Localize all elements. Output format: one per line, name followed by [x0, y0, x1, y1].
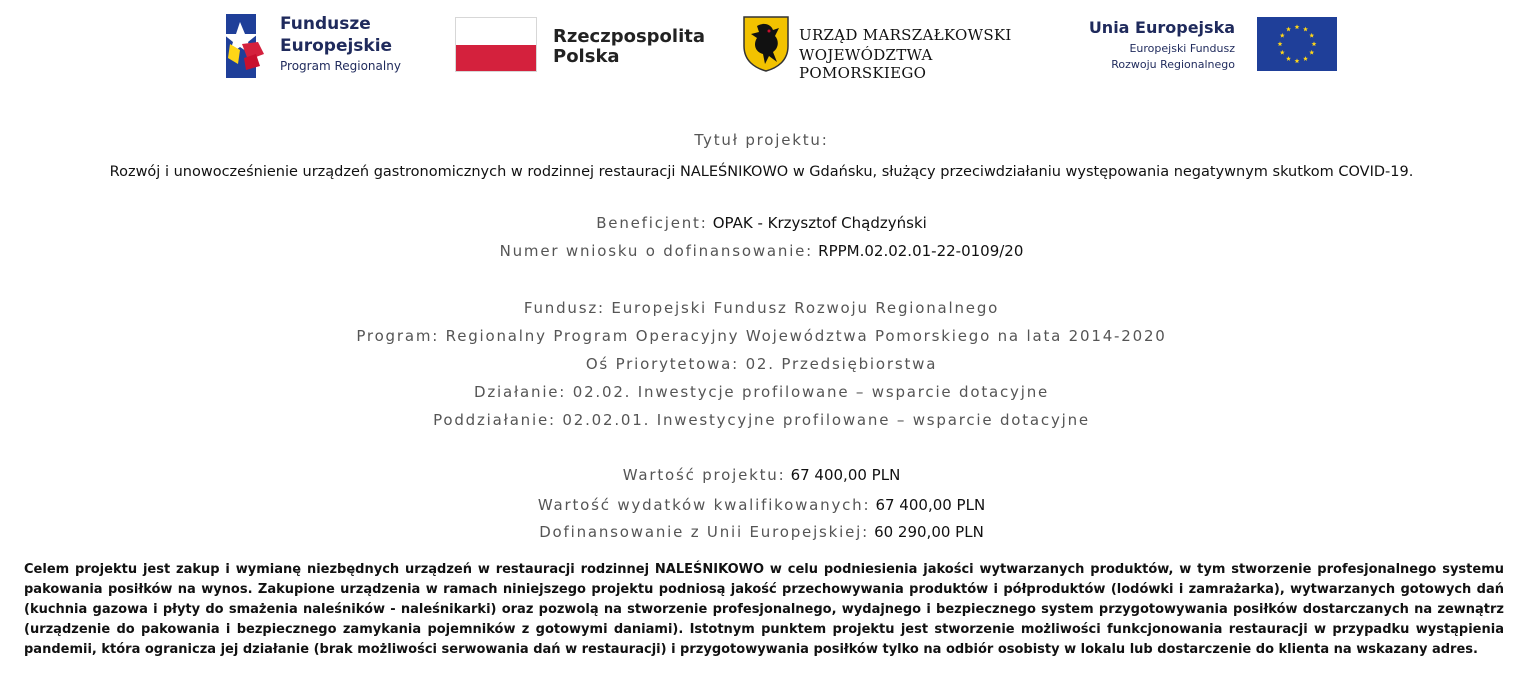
fundusze-europejskie-logo — [226, 12, 426, 84]
urzad-marszalkowski-logo — [743, 12, 1053, 84]
eu-funding-amount: 60 290,00 PLN — [874, 523, 984, 541]
polish-flag-icon — [455, 17, 537, 72]
project-title: Rozwój i unowocześnienie urządzeń gastronomicznych w rodzinnej restauracji NALEŚNIKOWO w Gdańsku, służący przeciwdziałaniu występowania negatywnym skutkom COVID-19. — [109, 164, 1414, 180]
eu-funding-line — [0, 522, 1523, 541]
fundusze-line3: Program Regionalny — [280, 59, 401, 73]
project-description: Celem projektu jest zakup i wymianę niezbędnych urządzeń w restauracji rodzinnej NALEŚNIKOWO w celu podniesienia jakości wytwarzanych produktów, w tym stworzenie profesjonalnego systemu pakowania posiłków na wynos. Zakupione urządzenia w ramach niniejszego projektu podniosą jakość przechowywania produktów i półproduktów (lodówki i zamrażarka), wytwarzanych gotowych dań (kuchnia gazowa i płyty do smażenia naleśników - naleśnikarki) oraz pozwolą na stworzenie profesjonalnego, wydajnego i bezpiecznego system przygotowywania posiłków dostarczanych na zewnątrz (urządzenie do pakowania i bezpiecznego zamykania pojemników z gotowymi daniami). Istotnym punktem projektu jest stworzenie możliwości funkcjonowania restauracji w przypadku wystąpienia pandemii, która ogranicza jej działanie (brak możliwości serwowania dań w restauracji) i przygotowywania posiłków tylko na odbiór osobisty w lokalu lub dostarczenie do klienta na wskazany adres. — [24, 562, 1504, 657]
rzeczpospolita-polska-logo — [455, 12, 705, 84]
action-line: Działanie: 02.02. Inwestycje profilowane – wsparcie dotacyjne — [473, 383, 1050, 401]
beneficiary-label: Beneficjent: — [596, 214, 708, 232]
title-label: Tytuł projektu: — [694, 131, 829, 149]
ue-line1: Unia Europejska — [1088, 18, 1235, 37]
urzad-line1: URZĄD MARSZAŁKOWSKI — [799, 26, 1012, 44]
griffin-crest-icon — [743, 16, 789, 72]
eligible-line — [0, 495, 1523, 514]
ue-line2: Europejski Fundusz — [1129, 42, 1235, 55]
subaction-line: Poddziałanie: 02.02.01. Inwestycyjne profilowane – wsparcie dotacyjne — [433, 411, 1090, 429]
beneficiary-line — [0, 213, 1523, 232]
urzad-line2: WOJEWÓDZTWA POMORSKIEGO — [799, 46, 933, 82]
eu-funding-label: Dofinansowanie z Unii Europejskiej: — [539, 523, 869, 541]
unia-europejska-logo — [1090, 12, 1340, 84]
application-label: Numer wniosku o dofinansowanie: — [499, 242, 814, 260]
value-line — [0, 465, 1523, 484]
application-value: RPPM.02.02.01-22-0109/20 — [818, 242, 1024, 260]
value-label: Wartość projektu: — [622, 466, 786, 484]
application-line — [0, 241, 1523, 260]
fundusze-line2: Europejskie — [280, 36, 393, 56]
fundusze-line1: Fundusze — [280, 14, 371, 34]
axis-line: Oś Priorytetowa: 02. Przedsiębiorstwa — [585, 355, 938, 373]
eligible-label: Wartość wydatków kwalifikowanych: — [537, 496, 871, 514]
ue-line3: Rozwoju Regionalnego — [1111, 58, 1235, 71]
logo-bar — [0, 12, 1523, 84]
eu-flag-icon — [1257, 17, 1337, 71]
value-amount: 67 400,00 PLN — [790, 466, 901, 484]
rp-line1: Rzeczpospolita — [553, 26, 705, 47]
eligible-amount: 67 400,00 PLN — [875, 496, 986, 514]
fundusze-star-icon — [226, 14, 266, 78]
beneficiary-value: OPAK - Krzysztof Chądzyński — [712, 214, 927, 232]
fund-line: Fundusz: Europejski Fundusz Rozwoju Regionalnego — [523, 299, 1000, 317]
program-line: Program: Regionalny Program Operacyjny Województwa Pomorskiego na lata 2014-2020 — [356, 327, 1167, 345]
rp-line2: Polska — [553, 46, 620, 67]
